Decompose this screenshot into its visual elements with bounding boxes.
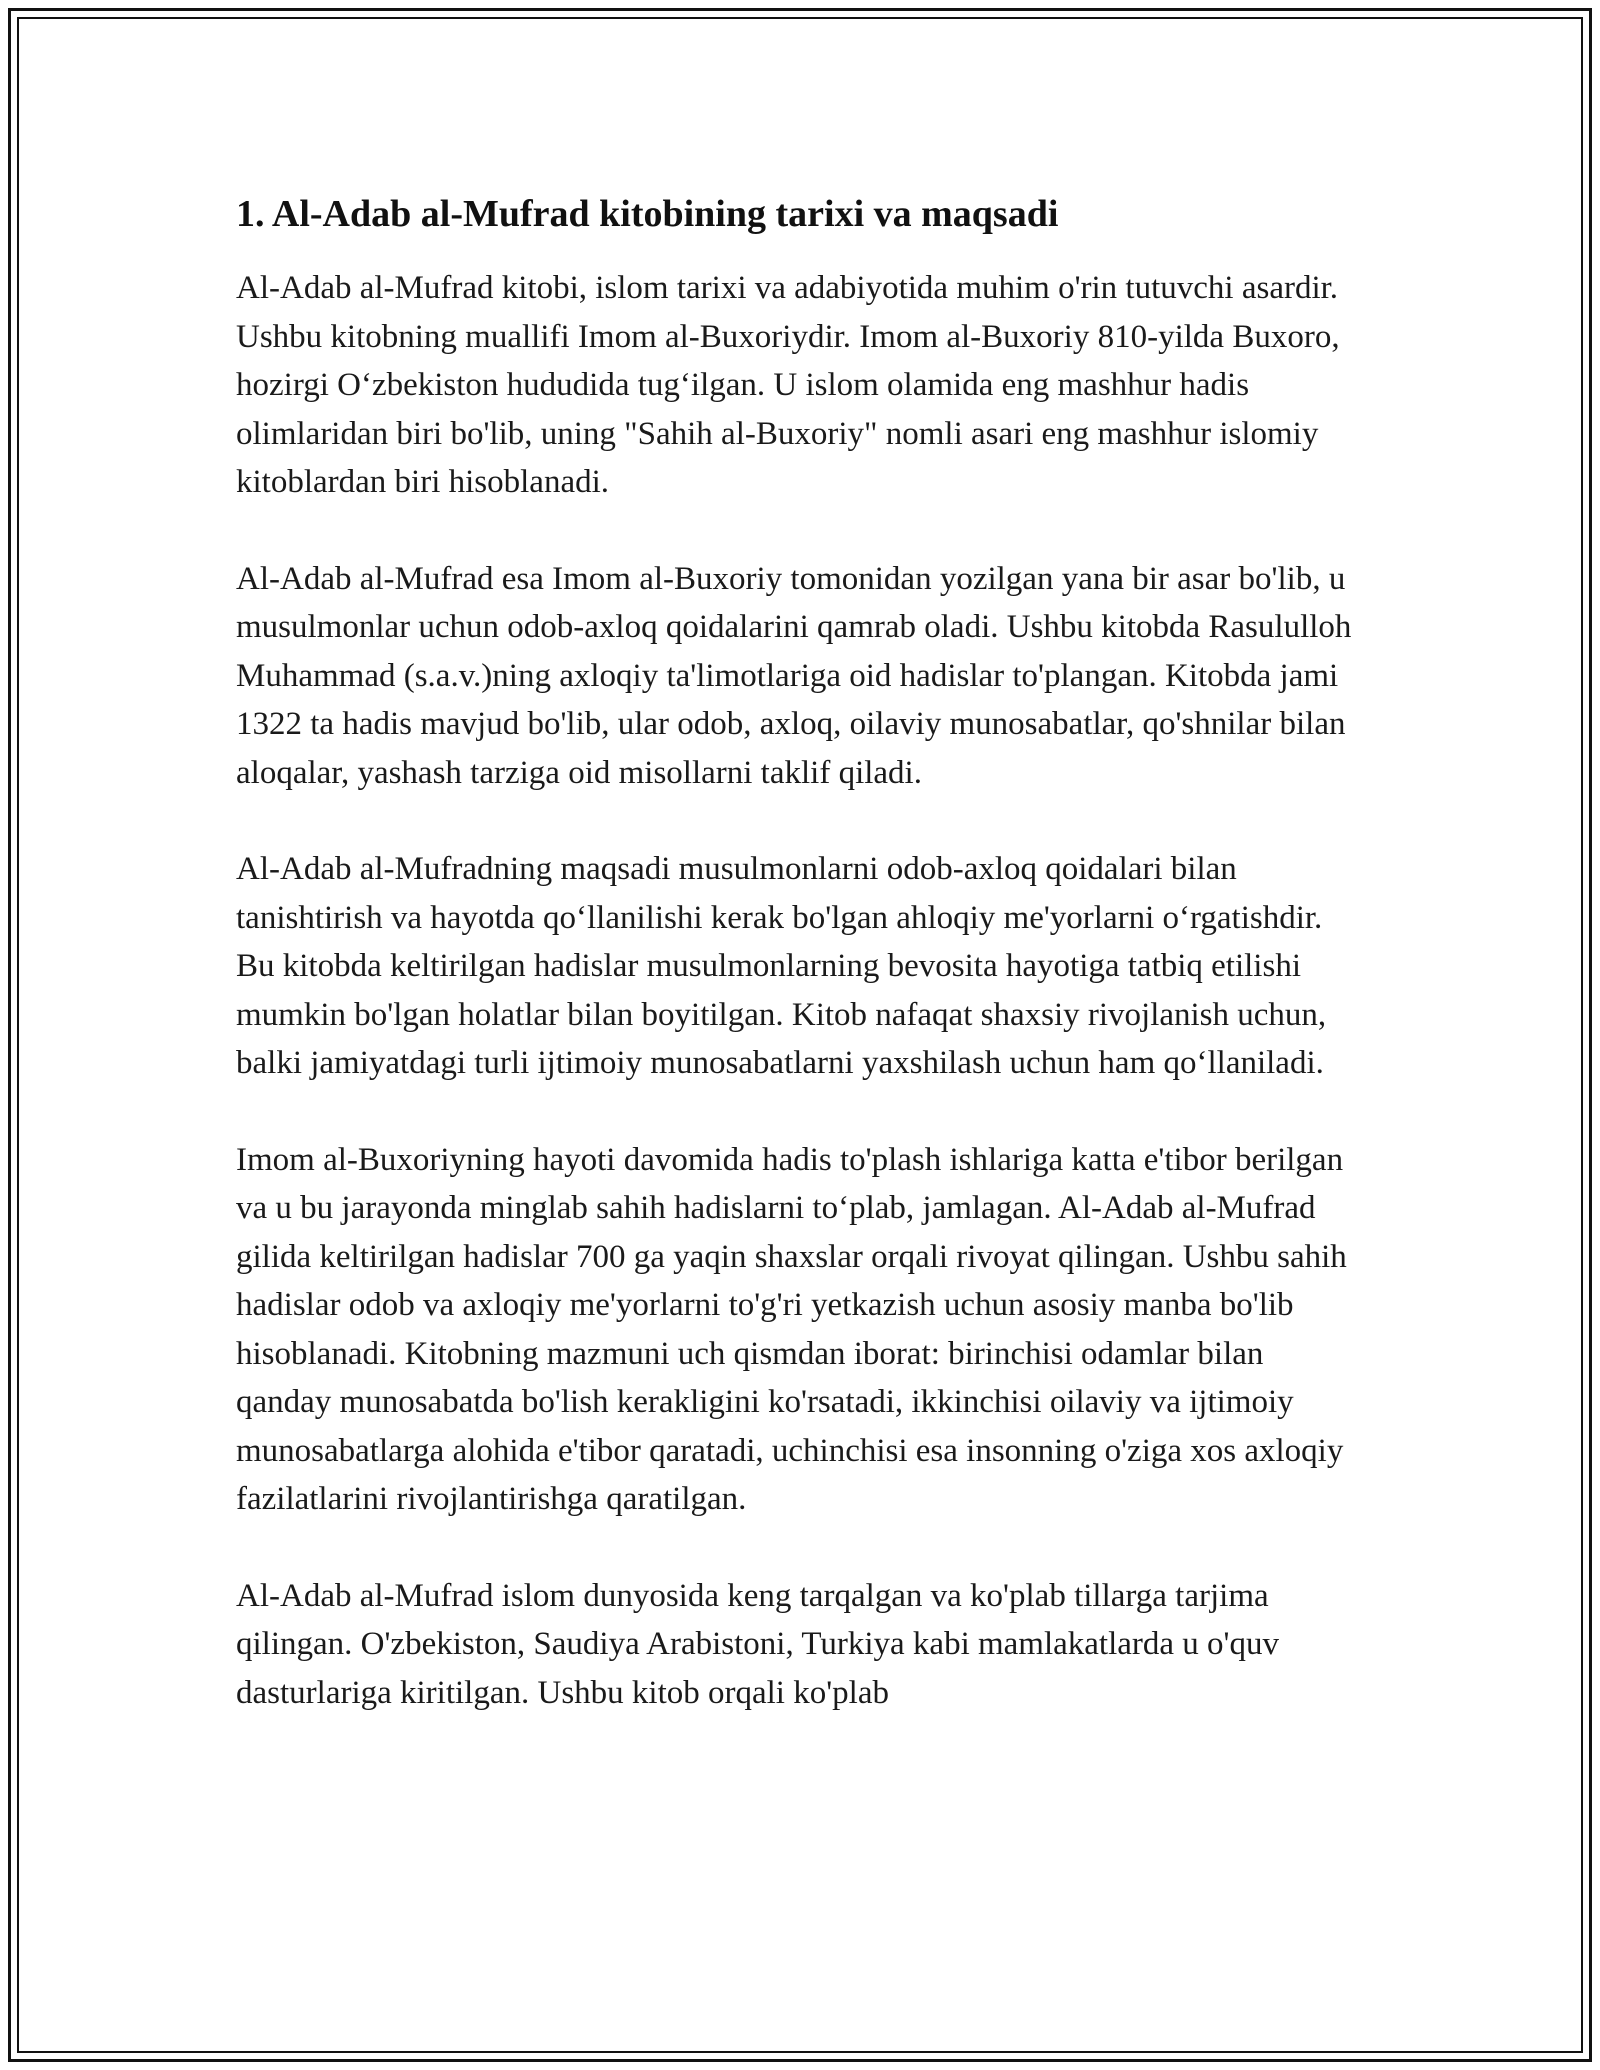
- paragraph-4: Imom al-Buxoriyning hayoti davomida hadis to'plash ishlariga katta e'tibor berilgan va u bu jarayonda minglab sahih hadislarni to‘plab, jamlagan. Al-Adab al-Mufrad gilida keltirilgan hadislar 700 ga yaqin shaxslar orqali rivoyat qilingan. Ushbu sahih hadislar odob va axloqiy me'yorlarni to'g'ri yetkazish uchun asosiy manba bo'lib hisoblanadi. Kitobning mazmuni uch qismdan iborat: birinchisi odamlar bilan qanday munosabatda bo'lish kerakligini ko'rsatadi, ikkinchisi oilaviy va ijtimoiy munosabatlarga alohida e'tibor qaratadi, uchinchisi esa insonning o'ziga xos axloqiy fazilatlarini rivojlantirishga qaratilgan.: [236, 1141, 1347, 1517]
- paragraph-3: Al-Adab al-Mufradning maqsadi musulmonlarni odob-axloq qoidalari bilan tanishtirish va hayotda qo‘llanilishi kerak bo'lgan ahloqiy me'yorlarni o‘rgatishdir. Bu kitobda keltirilgan hadislar musulmonlarning bevosita hayotiga tatbiq etilishi mumkin bo'lgan holatlar bilan boyitilgan. Kitob nafaqat shaxsiy rivojlanish uchun, balki jamiyatdagi turli ijtimoiy munosabatlarni yaxshilash uchun ham qo‘llaniladi.: [236, 851, 1327, 1081]
- paragraph-5: Al-Adab al-Mufrad islom dunyosida keng tarqalgan va ko'plab tillarga tarjima qilingan. O'zbekiston, Saudiya Arabistoni, Turkiya kabi mamlakatlarda u o'quv dasturlariga kiritilgan. Ushbu kitob orqali ko'plab: [236, 1577, 1279, 1711]
- document-body: [236, 188, 1366, 1717]
- paragraph-2: Al-Adab al-Mufrad esa Imom al-Buxoriy tomonidan yozilgan yana bir asar bo'lib, u musulmonlar uchun odob-axloq qoidalarini qamrab oladi. Ushbu kitobda Rasululloh Muhammad (s.a.v.)ning axloqiy ta'limotlariga oid hadislar to'plangan. Kitobda jami 1322 ta hadis mavjud bo'lib, ular odob, axloq, oilaviy munosabatlar, qo'shnilar bilan aloqalar, yashash tarziga oid misollarni taklif qiladi.: [236, 560, 1352, 791]
- section-title: 1. Al-Adab al-Mufrad kitobining tarixi va maqsadi: [236, 193, 1059, 235]
- paragraph-1: Al-Adab al-Mufrad kitobi, islom tarixi va adabiyotida muhim o'rin tutuvchi asardir. Ushbu kitobning muallifi Imom al-Buxoriydir. Imom al-Buxoriy 810-yilda Buxoro, hozirgi O‘zbekiston hududida tug‘ilgan. U islom olamida eng mashhur hadis olimlaridan biri bo'lib, uning "Sahih al-Buxoriy" nomli asari eng mashhur islomiy kitoblardan biri hisoblanadi.: [236, 270, 1340, 500]
